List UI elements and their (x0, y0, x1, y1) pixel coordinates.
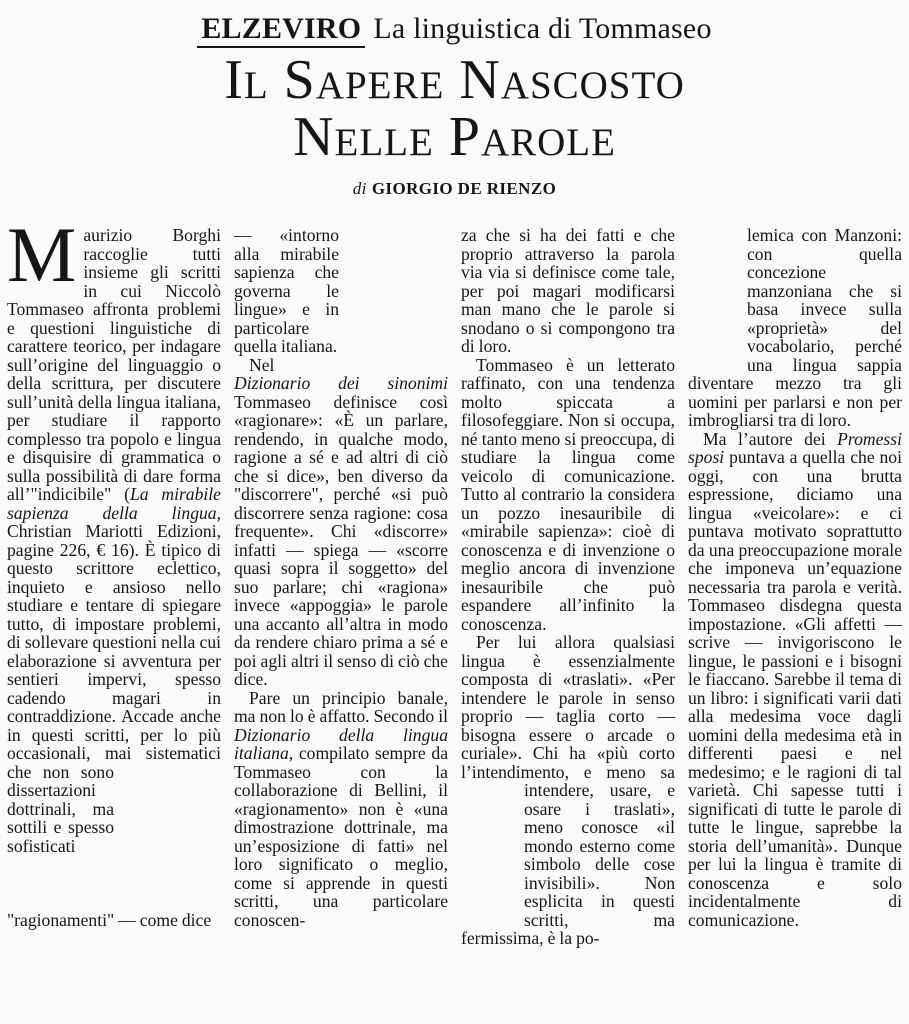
article-columns (0, 211, 909, 948)
paragraph: Ma l’autore dei Promessi sposi puntava a quella che noi oggi, con una brutta espressione, diciamo una lingua «veicolare»: e ci puntava motivato soprattutto da una preoccupazione morale che imponeva un’equazione necessaria tra parola e verità. Tommaseo disdegna questa impostazione. «Gli affetti — scrive — invigoriscono le lingue, le passioni e i bisogni le fiaccano. Sarebbe il tema di un libro: i significati varii dati alla medesima voce dagli uomini della medesima età in differenti paesi e nel medesimo; e le ragioni di tal varietà. Chi sapesse tutti i significati di tutte le parole di tutte le lingue, saprebbe la storia dell’umanità». Dunque per lui la lingua è tramite di conoscenza e solo incidentalmente di comunicazione. (688, 428, 902, 930)
drop-cap: M (7, 211, 77, 298)
kicker-tag: ELZEVIRO (197, 12, 365, 48)
article-column-3 (461, 226, 675, 948)
paragraph: Nel Dizionario dei sinonimi Tommaseo definisce così «ragionare»: «È un parlare, rendendo, in qualche modo, ragione a sé e ad altri di ciò che si dice», ben diverso da "discorrere", perché «si può discorrere senza ragione: cosa frequente». Chi «discorre» infatti — spiega — «scorre quasi sopra il soggetto» del suo parlare; chi «ragiona» invece «appoggia» le parole una accanto all’altra in modo da rendere chiaro prima a sé e poi agli altri il senso di ciò che dice. (234, 354, 448, 689)
whitespace-inset (688, 226, 740, 356)
byline-prefix: di (352, 179, 367, 198)
headline-line2: Nelle Parole (293, 106, 616, 168)
whitespace-inset (461, 781, 517, 929)
byline-author: GIORGIO DE RIENZO (371, 179, 557, 198)
paragraph: Maurizio Borghi raccoglie tutti insieme gli scritti in cui Niccolò Tommaseo affronta problemi e questioni linguistiche di carattere teorico, per indagare sull’origine del linguaggio o della scrittura, per discutere sull’unità della lingua italiana, per studiare il rapporto complesso tra popolo e lingua e disquisire di grammatica o sulla possibilità di dare forma all’"indicibile" (La mirabile sapienza della lingua, Christian Mariotti Edizioni, pagine 226, € 16). È tipico di questo scrittore eclettico, inquieto e ansioso nello studiare e tentare di spiegare tutto, di impostare problemi, di sollevare questioni nella cui elaborazione si avventura per sentieri impervi, spesso cadendo magari in contraddizione. Accade anche in questi scritti, per lo più occasionali, mai sistematici che non sono dissertazioni dottrinali, ma sottili e spesso sofisticati "ragionamenti" — come dice (7, 211, 221, 930)
whitespace-inset (346, 226, 448, 356)
paragraph: Tommaseo è un letterato raffinato, con una tendenza molto spiccata a filosofeggiare. Non si occupa, né tanto meno si preoccupa, di studiare la lingua come veicolo di comunicazione. Tutto al contrario la considera un pozzo inesauribile di «mirabile sapienza»: cioè di conoscenza e di invenzione o meglio ancora di invenzione inesauribile che può espandere all’infinito la conoscenza. (461, 354, 675, 634)
kicker (0, 12, 909, 46)
paragraph: lemica con Manzoni: con quella concezione manzoniana che si basa invece sulla «proprietà» del vocabolario, perché una lingua sappia diventare mezzo tra gli uomini per parlarsi e non per imbrogliarsi tra di loro. (688, 225, 902, 430)
article-column-2 (234, 226, 448, 948)
article-header (0, 0, 909, 199)
article-column-1 (7, 211, 221, 948)
paragraph: Pare un principio banale, ma non lo è affatto. Secondo il Dizionario della lingua italiana, compilato sempre da Tommaseo con la collaborazione di Bellini, il «ragionamento» non è «una dimostrazione dottrinale, ma un’esposizione di fatti» nel loro significato o meglio, come si apprende in questi scritti, una particolare conoscen- (234, 687, 448, 930)
kicker-subtitle: La linguistica di Tommaseo (373, 12, 712, 45)
byline (0, 179, 909, 199)
paragraph: Per lui allora qualsiasi lingua è essenzialmente composta di «traslati». «Per intendere le parole in senso proprio — taglia corto — bisogna essere o arcade o curiale». Chi ha «più corto l’intendimento, e meno sa intendere, usare, e osare i traslati», meno conosce «il mondo esterno come simbolo delle cose invisibili». Non esplicita in questi scritti, ma fermissima, è la po- (461, 632, 675, 948)
paragraph: za che si ha dei fatti e che proprio attraverso la parola via via si definisce come tale, per poi magari modificarsi man mano che le parole si snodano o si compongono tra di loro. (461, 225, 675, 356)
paragraph: — «intorno alla mirabile sapienza che governa le lingue» e in particolare quella italiana. (234, 226, 448, 356)
headline-line1: Il Sapere Nascosto (224, 49, 685, 111)
whitespace-inset (121, 763, 221, 911)
headline (0, 49, 909, 168)
article-column-4 (688, 226, 902, 948)
